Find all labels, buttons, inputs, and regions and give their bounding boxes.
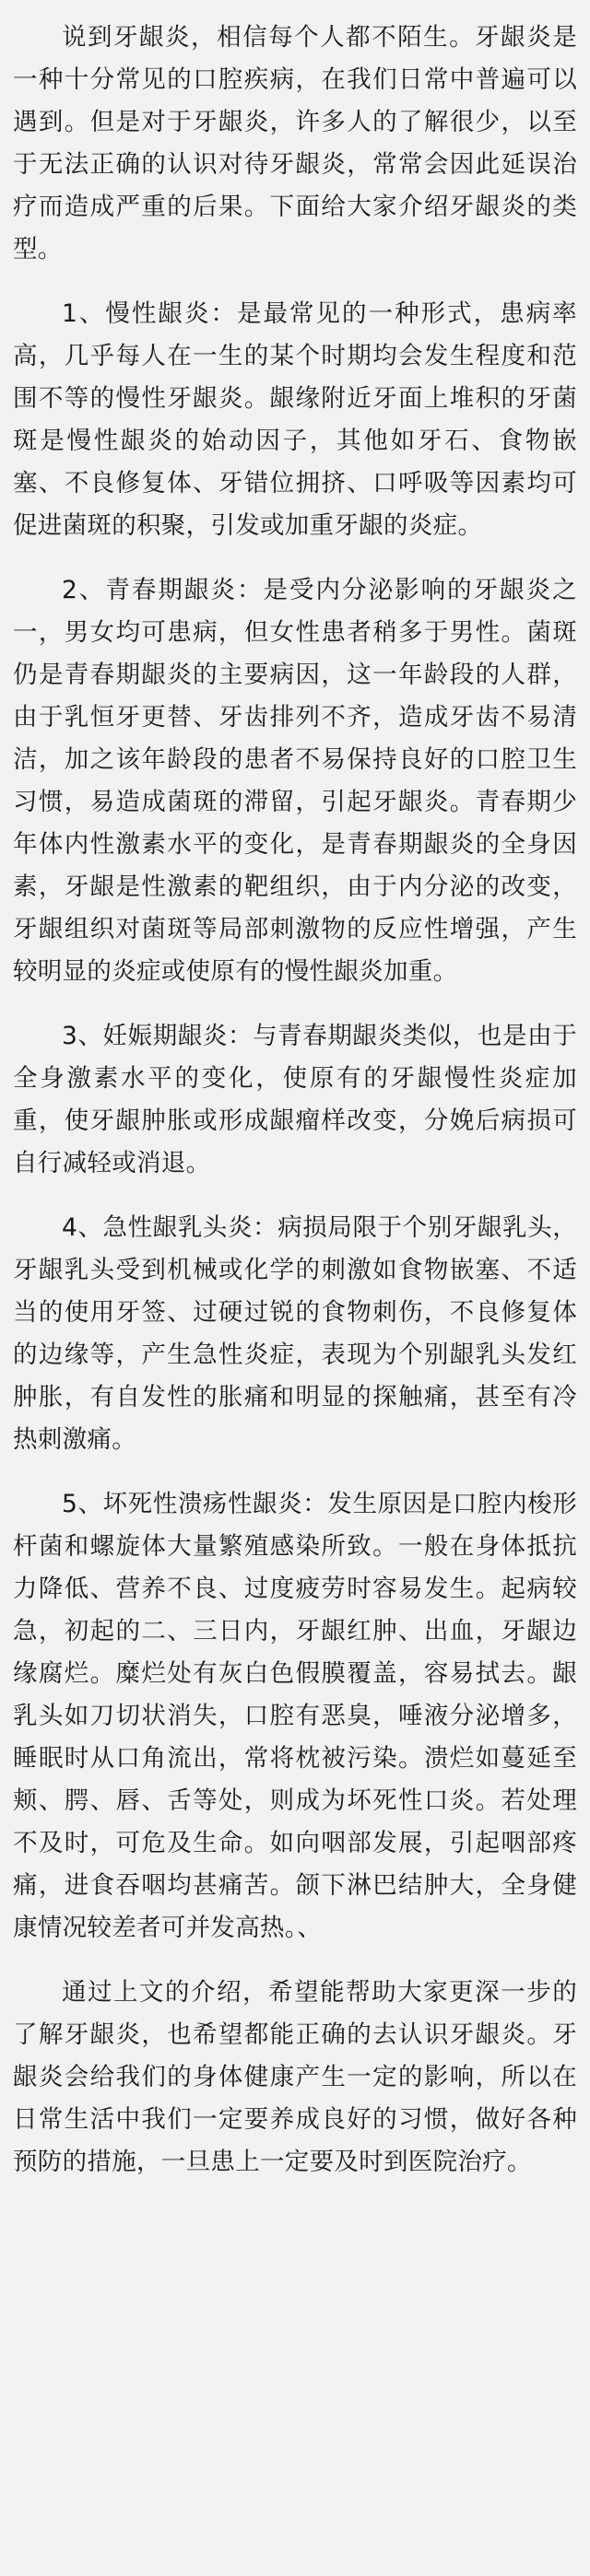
paragraph-puberty-gingivitis: 2、青春期龈炎：是受内分泌影响的牙龈炎之一，男女均可患病，但女性患者稍多于男性。菌斑仍是青春期龈炎的主要病因，这一年龄段的人群，由于乳恒牙更替、牙齿排列不齐，造成牙齿不易清洁，加之该年龄段的患者不易保持良好的口腔卫生习惯，易造成菌斑的滞留，引起牙龈炎。青春期少年体内性激素水平的变化，是青春期龈炎的全身因素，牙龈是性激素的靶组织，由于内分泌的改变，牙龈组织对菌斑等局部刺激物的反应性增强，产生较明显的炎症或使原有的慢性龈炎加重。 bbox=[13, 576, 577, 986]
conclusion-paragraph: 通过上文的介绍，希望能帮助大家更深一步的了解牙龈炎，也希望都能正确的去认识牙龈炎。牙龈炎会给我们的身体健康产生一定的影响，所以在日常生活中我们一定要养成良好的习惯，做好各种预防的措施，一旦患上一定要及时到医院治疗。 bbox=[13, 1978, 577, 2176]
paragraph-pregnancy-gingivitis: 3、妊娠期龈炎：与青春期龈炎类似，也是由于全身激素水平的变化，使原有的牙龈慢性炎症加重，使牙龈肿胀或形成龈瘤样改变，分娩后病损可自行减轻或消退。 bbox=[13, 1022, 577, 1177]
paragraph-chronic-gingivitis: 1、慢性龈炎：是最常见的一种形式，患病率高，几乎每人在一生的某个时期均会发生程度和范围不等的慢性牙龈炎。龈缘附近牙面上堆积的牙菌斑是慢性龈炎的始动因子，其他如牙石、食物嵌塞、不良修复体、牙错位拥挤、口呼吸等因素均可促进菌斑的积聚，引发或加重牙龈的炎症。 bbox=[13, 299, 577, 540]
paragraph-necrotizing-gingivitis: 5、坏死性溃疡性龈炎：发生原因是口腔内梭形杆菌和螺旋体大量繁殖感染所致。一般在身体抵抗力降低、营养不良、过度疲劳时容易发生。起病较急，初起的二、三日内，牙龈红肿、出血，牙龈边缘腐烂。糜烂处有灰白色假膜覆盖，容易拭去。龈乳头如刀切状消失，口腔有恶臭，唾液分泌增多，睡眠时从口角流出，常将枕被污染。溃烂如蔓延至颊、腭、唇、舌等处，则成为坏死性口炎。若处理不及时，可危及生命。如向咽部发展，引起咽部疼痛，进食吞咽均甚痛苦。颌下淋巴结肿大，全身健康情况较差者可并发高热。、 bbox=[13, 1490, 577, 1942]
paragraph-acute-papillitis: 4、急性龈乳头炎：病损局限于个别牙龈乳头，牙龈乳头受到机械或化学的刺激如食物嵌塞、不适当的使用牙签、过硬过锐的食物刺伤，不良修复体的边缘等，产生急性炎症，表现为个别龈乳头发红肿胀，有自发性的胀痛和明显的探触痛，甚至有冷热刺激痛。 bbox=[13, 1213, 577, 1454]
intro-paragraph: 说到牙龈炎，相信每个人都不陌生。牙龈炎是一种十分常见的口腔疾病，在我们日常中普遍可以遇到。但是对于牙龈炎，许多人的了解很少，以至于无法正确的认识对待牙龈炎，常常会因此延误治疗而造成严重的后果。下面给大家介绍牙龈炎的类型。 bbox=[13, 23, 577, 263]
